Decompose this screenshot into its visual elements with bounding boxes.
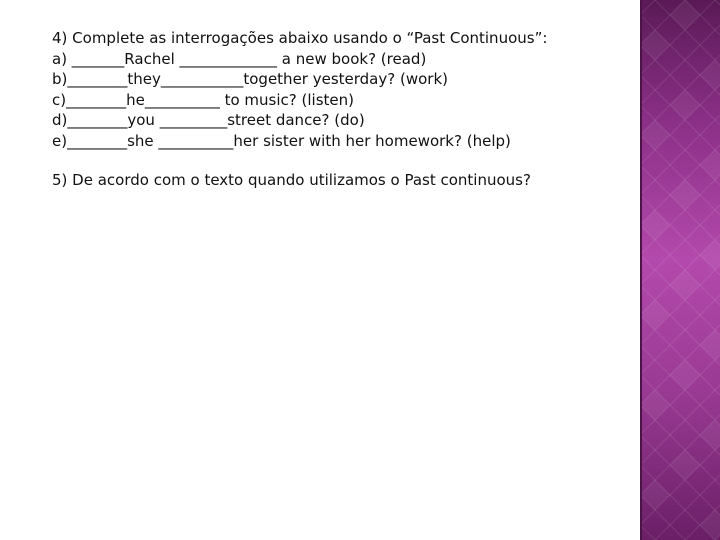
diamond-shape	[670, 240, 700, 270]
diamond-shape	[700, 180, 720, 210]
decorative-side-band	[640, 0, 720, 540]
diamond-shape	[700, 450, 720, 480]
diamond-shape	[640, 240, 670, 270]
diamond-shape	[700, 90, 720, 120]
exercise-4-instruction: 4) Complete as interrogações abaixo usando o “Past Continuous”:	[52, 29, 548, 47]
diamond-shape	[700, 210, 720, 240]
diamond-shape	[670, 480, 700, 510]
diamond-shape	[640, 90, 670, 120]
diamond-shape	[640, 150, 670, 180]
diamond-shape	[670, 120, 700, 150]
diamond-fill	[640, 390, 670, 420]
diamond-shape	[670, 390, 700, 420]
diamond-fill	[670, 90, 700, 120]
exercise-4-item-b: b)________they___________together yesterday? (work)	[52, 70, 448, 88]
exercise-4-item-c: c)________he__________ to music? (listen)	[52, 90, 354, 109]
diamond-fill	[640, 210, 670, 240]
exercise-4-item-e: e)________she __________her sister with her homework? (help)	[52, 131, 511, 150]
exercise-5-question: 5) De acordo com o texto quando utilizamos o Past continuous?	[52, 171, 531, 189]
diamond-fill	[670, 0, 700, 30]
diamond-shape	[670, 510, 700, 540]
diamond-shape	[670, 30, 700, 60]
diamond-shape	[700, 0, 720, 30]
diamond-shape	[700, 360, 720, 390]
diamond-shape	[640, 510, 670, 540]
spacer	[52, 151, 632, 170]
diamond-shape	[670, 420, 700, 450]
diamond-fill	[670, 450, 700, 480]
diamond-shape	[640, 330, 670, 360]
diamond-shape	[640, 270, 670, 300]
diamond-fill	[670, 360, 700, 390]
decorative-band-edge	[640, 0, 642, 540]
diamond-shape	[640, 0, 670, 30]
diamond-shape	[640, 360, 670, 390]
exercise-4-item-a: a) _______Rachel _____________ a new book? (read)	[52, 49, 427, 68]
diamond-fill	[670, 270, 700, 300]
diamond-shape	[670, 150, 700, 180]
diamond-shape	[700, 390, 720, 420]
diamond-fill	[640, 480, 670, 510]
diamond-shape	[640, 60, 670, 90]
diamond-pattern	[640, 0, 720, 540]
diamond-shape	[640, 180, 670, 210]
diamond-fill	[670, 180, 700, 210]
diamond-fill	[640, 30, 670, 60]
diamond-shape	[700, 300, 720, 330]
diamond-shape	[700, 480, 720, 510]
diamond-shape	[670, 60, 700, 90]
diamond-fill	[640, 300, 670, 330]
diamond-shape	[670, 210, 700, 240]
worksheet-text	[52, 28, 632, 191]
diamond-shape	[640, 450, 670, 480]
diamond-fill	[640, 120, 670, 150]
exercise-4-item-d: d)________you _________street dance? (do)	[52, 111, 365, 129]
diamond-shape	[670, 330, 700, 360]
diamond-shape	[700, 30, 720, 60]
diamond-shape	[670, 300, 700, 330]
diamond-shape	[700, 270, 720, 300]
diamond-shape	[700, 120, 720, 150]
diamond-shape	[640, 420, 670, 450]
